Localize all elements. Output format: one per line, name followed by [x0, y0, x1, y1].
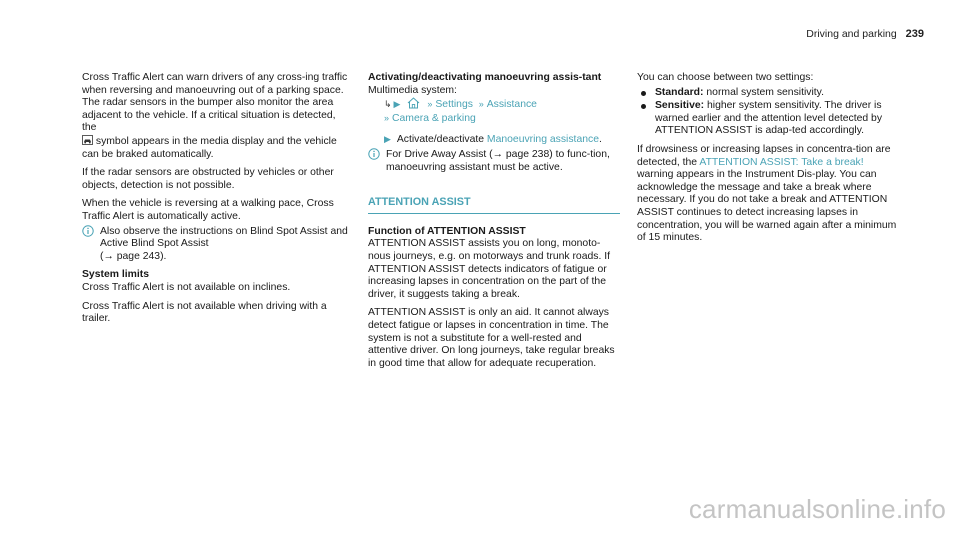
system-limits-heading: System limits: [82, 269, 149, 281]
drowsiness-description: If drowsiness or increasing lapses in concentra-tion are detected, the ATTENTION ASSIST: Take a break! warning appears in the Instrument Dis-play. You can acknowledge the message and take a break where necessary. If you do not take a break and ATTENTION ASSIST continues to detect increasing lapses in concentration, you will be warned again after a minimum of 15 minutes.: [637, 143, 897, 244]
home-icon[interactable]: [407, 97, 420, 109]
car-warning-icon: [82, 135, 93, 145]
info-icon: [368, 148, 380, 160]
settings-list: [637, 87, 899, 138]
cta-walking-pace: When the vehicle is reversing at a walking pace, Cross Traffic Alert is automatically active.: [82, 198, 334, 222]
activate-step: ▶ Activate/deactivate Manoeuvring assistance.: [384, 134, 602, 146]
bullet-icon: [641, 91, 646, 96]
column-3: [637, 72, 899, 251]
nav-chevron-icon: »: [384, 112, 390, 123]
attention-assist-section-title: ATTENTION ASSIST: [368, 196, 471, 209]
function-description: ATTENTION ASSIST assists you on long, monoto-nous journeys, e.g. on motorways and trunk roads. If ATTENTION ASSIST detects indicators of fatigue or increasing lapses in concentration on the part of the driver, it suggests taking a break.: [368, 238, 610, 300]
triangle-right-icon: ▶: [393, 99, 401, 110]
info-icon: [82, 225, 94, 237]
settings-intro: You can choose between two settings:: [637, 72, 814, 83]
cta-obstructed: If the radar sensors are obstructed by vehicles or other objects, detection is not possible.: [82, 167, 334, 191]
list-item: Sensitive: higher system sensitivity. The driver is warned earlier and the attention level detected by ATTENTION ASSIST is adap-ted accordingly.: [637, 100, 899, 138]
manoeuvring-heading: Activating/deactivating manoeuvring assis-tant: [368, 72, 602, 83]
column-2: [368, 72, 620, 376]
site-watermark: carmanualsonline.info: [688, 494, 946, 524]
list-item: Standard: normal system sensitivity.: [637, 87, 899, 100]
function-heading: Function of ATTENTION ASSIST: [368, 225, 526, 237]
limits-inclines: Cross Traffic Alert is not available on inclines.: [82, 281, 291, 293]
manoeuvring-assistance-link[interactable]: Manoeuvring assistance: [486, 134, 599, 146]
nav-chevron-icon: »: [478, 99, 484, 110]
section-name: Driving and parking: [806, 28, 897, 40]
drive-away-note: For Drive Away Assist (→ page 238) to func-tion, manoeuvring assistant must be active.: [368, 149, 620, 174]
nav-assistance-link[interactable]: Assistance: [486, 99, 537, 111]
step-arrow-icon: ▶: [384, 134, 391, 145]
nav-settings-link[interactable]: Settings: [435, 99, 473, 111]
limits-trailer: Cross Traffic Alert is not available when driving with a trailer.: [82, 300, 327, 325]
bullet-icon: [641, 104, 646, 109]
take-a-break-message: ATTENTION ASSIST: Take a break!: [699, 156, 864, 168]
cta-intro: Cross Traffic Alert can warn drivers of any cross-ing traffic when reversing and manoeuvring out of a parking space. The radar sensors in the bumper also monitor the area adjacent to the vehicle. If a critical situation is detected, the symbol appears in the media display and the vehicle can be braked automatically.: [82, 72, 348, 160]
multimedia-nav: Multimedia system: ↳ ▶ » Settings » Assistance » Camera & parking: [368, 84, 537, 124]
nav-camera-link[interactable]: Camera & parking: [392, 112, 476, 124]
function-limitations: ATTENTION ASSIST is only an aid. It cannot always detect fatigue or lapses in concentration in time. The system is not a substitute for a well-rested and attentive driver. On long journeys, take regular breaks in good time that allow for adequate recuperation.: [368, 307, 615, 369]
page-header: [806, 28, 924, 40]
section-divider: [368, 213, 620, 214]
path-arrow-icon: ↳: [384, 99, 392, 110]
page-number: 239: [905, 28, 924, 40]
column-1: [82, 72, 350, 332]
nav-chevron-icon: »: [427, 99, 433, 110]
blind-spot-note: Also observe the instructions on Blind Spot Assist and Active Blind Spot Assist (→ page 243).: [82, 226, 350, 264]
page-ref-link[interactable]: (→ page 243).: [100, 250, 167, 262]
